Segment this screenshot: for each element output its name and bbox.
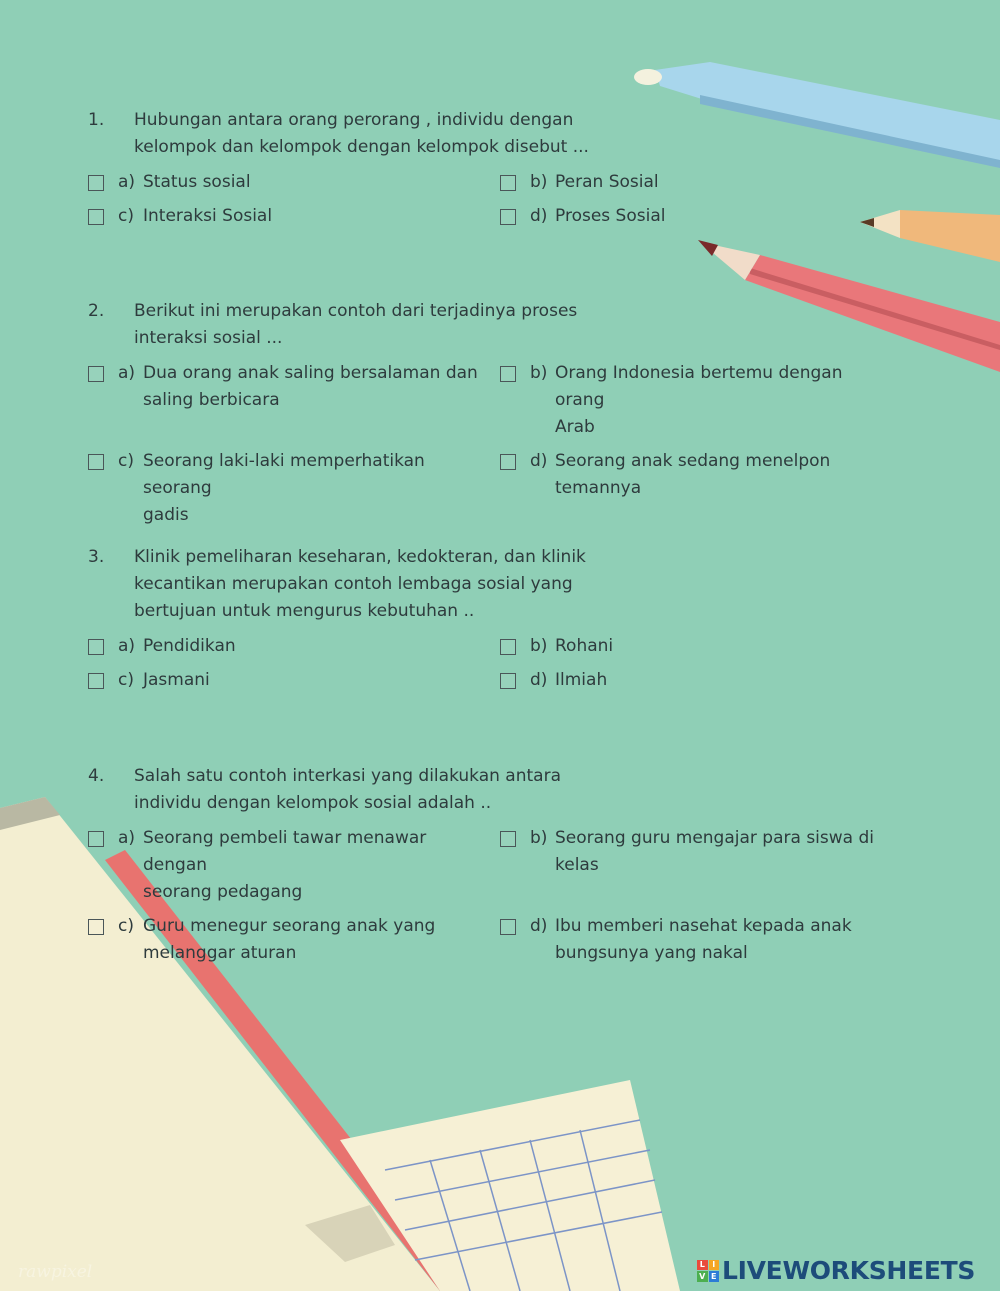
option-a[interactable]: a) Seorang pembeli tawar menawar dengan seorang pedagang	[88, 825, 500, 906]
checkbox[interactable]	[500, 209, 516, 225]
option-c[interactable]: c) Jasmani	[88, 667, 500, 694]
option-c[interactable]: c) Interaksi Sosial	[88, 203, 500, 230]
question-number: 2.	[88, 301, 105, 321]
option-b[interactable]: b) Rohani	[500, 633, 900, 660]
checkbox[interactable]	[500, 639, 516, 655]
option-d[interactable]: d) Proses Sosial	[500, 203, 900, 230]
question-text: Hubungan antara orang perorang , individu dengan kelompok dan kelompok dengan kelompok disebut ...	[134, 110, 589, 157]
option-c[interactable]: c) Seorang laki-laki memperhatikan seorang gadis	[88, 448, 500, 529]
checkbox[interactable]	[88, 175, 104, 191]
option-a[interactable]: a) Pendidikan	[88, 633, 500, 660]
question-text: Salah satu contoh interkasi yang dilakukan antara individu dengan kelompok sosial adalah ..	[134, 766, 561, 813]
question-4	[88, 763, 908, 967]
checkbox[interactable]	[88, 366, 104, 382]
option-a[interactable]: a) Dua orang anak saling bersalaman dan saling berbicara	[88, 360, 500, 441]
question-number: 3.	[88, 547, 105, 567]
option-d[interactable]: d) Ibu memberi nasehat kepada anak bungsunya yang nakal	[500, 913, 900, 967]
checkbox[interactable]	[88, 209, 104, 225]
option-d[interactable]: d) Ilmiah	[500, 667, 900, 694]
question-1	[88, 107, 908, 230]
option-b[interactable]: b) Seorang guru mengajar para siswa di kelas	[500, 825, 900, 906]
question-number: 4.	[88, 766, 105, 786]
checkbox[interactable]	[500, 366, 516, 382]
option-b[interactable]: b) Peran Sosial	[500, 169, 900, 196]
option-b[interactable]: b) Orang Indonesia bertemu dengan orang Arab	[500, 360, 900, 441]
checkbox[interactable]	[88, 454, 104, 470]
option-d[interactable]: d) Seorang anak sedang menelpon temannya	[500, 448, 900, 529]
checkbox[interactable]	[500, 175, 516, 191]
question-2	[88, 298, 908, 529]
checkbox[interactable]	[88, 831, 104, 847]
question-3	[88, 544, 908, 694]
option-c[interactable]: c) Guru menegur seorang anak yang melanggar aturan	[88, 913, 500, 967]
rawpixel-watermark: rawpixel	[18, 1262, 93, 1282]
liveworksheets-brand[interactable]	[697, 1256, 975, 1285]
option-a[interactable]: a) Status sosial	[88, 169, 500, 196]
checkbox[interactable]	[500, 454, 516, 470]
checkbox[interactable]	[500, 831, 516, 847]
options-grid	[88, 633, 908, 694]
options-grid	[88, 825, 908, 967]
options-grid	[88, 360, 908, 529]
question-number: 1.	[88, 110, 105, 130]
checkbox[interactable]	[88, 919, 104, 935]
question-text: Klinik pemeliharan keseharan, kedokteran, dan klinik kecantikan merupakan contoh lembaga sosial yang bertujuan untuk mengurus kebutuhan ..	[134, 547, 586, 621]
options-grid	[88, 169, 908, 230]
checkbox[interactable]	[500, 673, 516, 689]
liveworksheets-logo-icon: L I V E	[697, 1260, 719, 1282]
brand-name: LIVEWORKSHEETS	[722, 1256, 976, 1285]
checkbox[interactable]	[500, 919, 516, 935]
checkbox[interactable]	[88, 639, 104, 655]
checkbox[interactable]	[88, 673, 104, 689]
question-text: Berikut ini merupakan contoh dari terjadinya proses interaksi sosial ...	[134, 301, 578, 348]
